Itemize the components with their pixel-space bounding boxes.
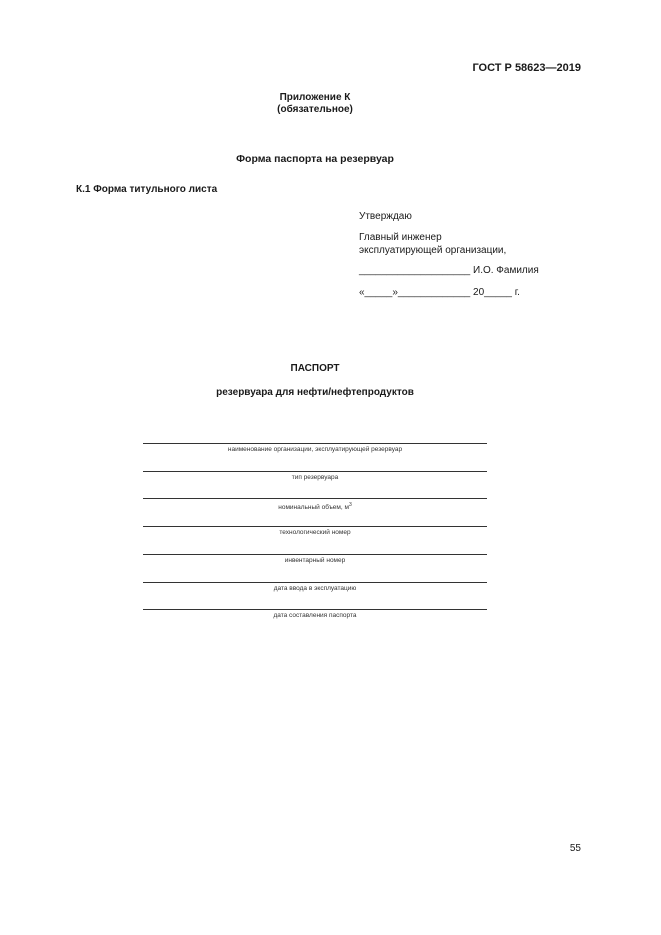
field-line <box>143 443 487 444</box>
field-line <box>143 554 487 555</box>
field-line <box>143 609 487 610</box>
appendix-status: (обязательное) <box>277 104 353 115</box>
field-inventory-number <box>143 554 487 565</box>
field-caption: дата составления паспорта <box>273 612 357 619</box>
field-caption: тип резервуара <box>291 474 339 481</box>
appendix-title: Приложение К <box>279 92 351 103</box>
field-tank-type <box>143 471 487 482</box>
approval-approve: Утверждаю <box>359 211 412 222</box>
passport-title: ПАСПОРТ <box>290 363 340 374</box>
field-caption-superscript: 3 <box>348 502 352 508</box>
field-caption <box>143 501 487 512</box>
approval-position <box>359 231 506 257</box>
form-title: Форма паспорта на резервуар <box>236 153 394 165</box>
field-process-number <box>143 526 487 537</box>
field-caption: технологический номер <box>279 529 351 536</box>
field-passport-date <box>143 609 487 620</box>
field-caption-text: номинальный объем, м <box>278 504 349 511</box>
field-caption: дата ввода в эксплуатацию <box>273 585 357 592</box>
standard-number: ГОСТ Р 58623—2019 <box>472 62 581 74</box>
field-caption: инвентарный номер <box>284 557 346 564</box>
field-line <box>143 526 487 527</box>
field-nominal-volume <box>143 498 487 512</box>
appendix-heading <box>0 92 630 116</box>
passport-subtitle: резервуара для нефти/нефтепродуктов <box>216 387 414 398</box>
field-organization <box>143 443 487 454</box>
approval-position-line1: Главный инженер <box>359 232 442 243</box>
page-number: 55 <box>569 843 581 854</box>
section-title: К.1 Форма титульного листа <box>76 184 218 195</box>
field-line <box>143 498 487 499</box>
approval-date-line: «_____»_____________ 20_____ г. <box>359 287 520 298</box>
field-caption: наименование организации, эксплуатирующей резервуар <box>227 446 403 453</box>
approval-signature-line: ____________________ И.О. Фамилия <box>359 265 539 276</box>
approval-position-line2: эксплуатирующей организации, <box>359 245 507 256</box>
field-line <box>143 582 487 583</box>
field-line <box>143 471 487 472</box>
field-commissioning-date <box>143 582 487 593</box>
